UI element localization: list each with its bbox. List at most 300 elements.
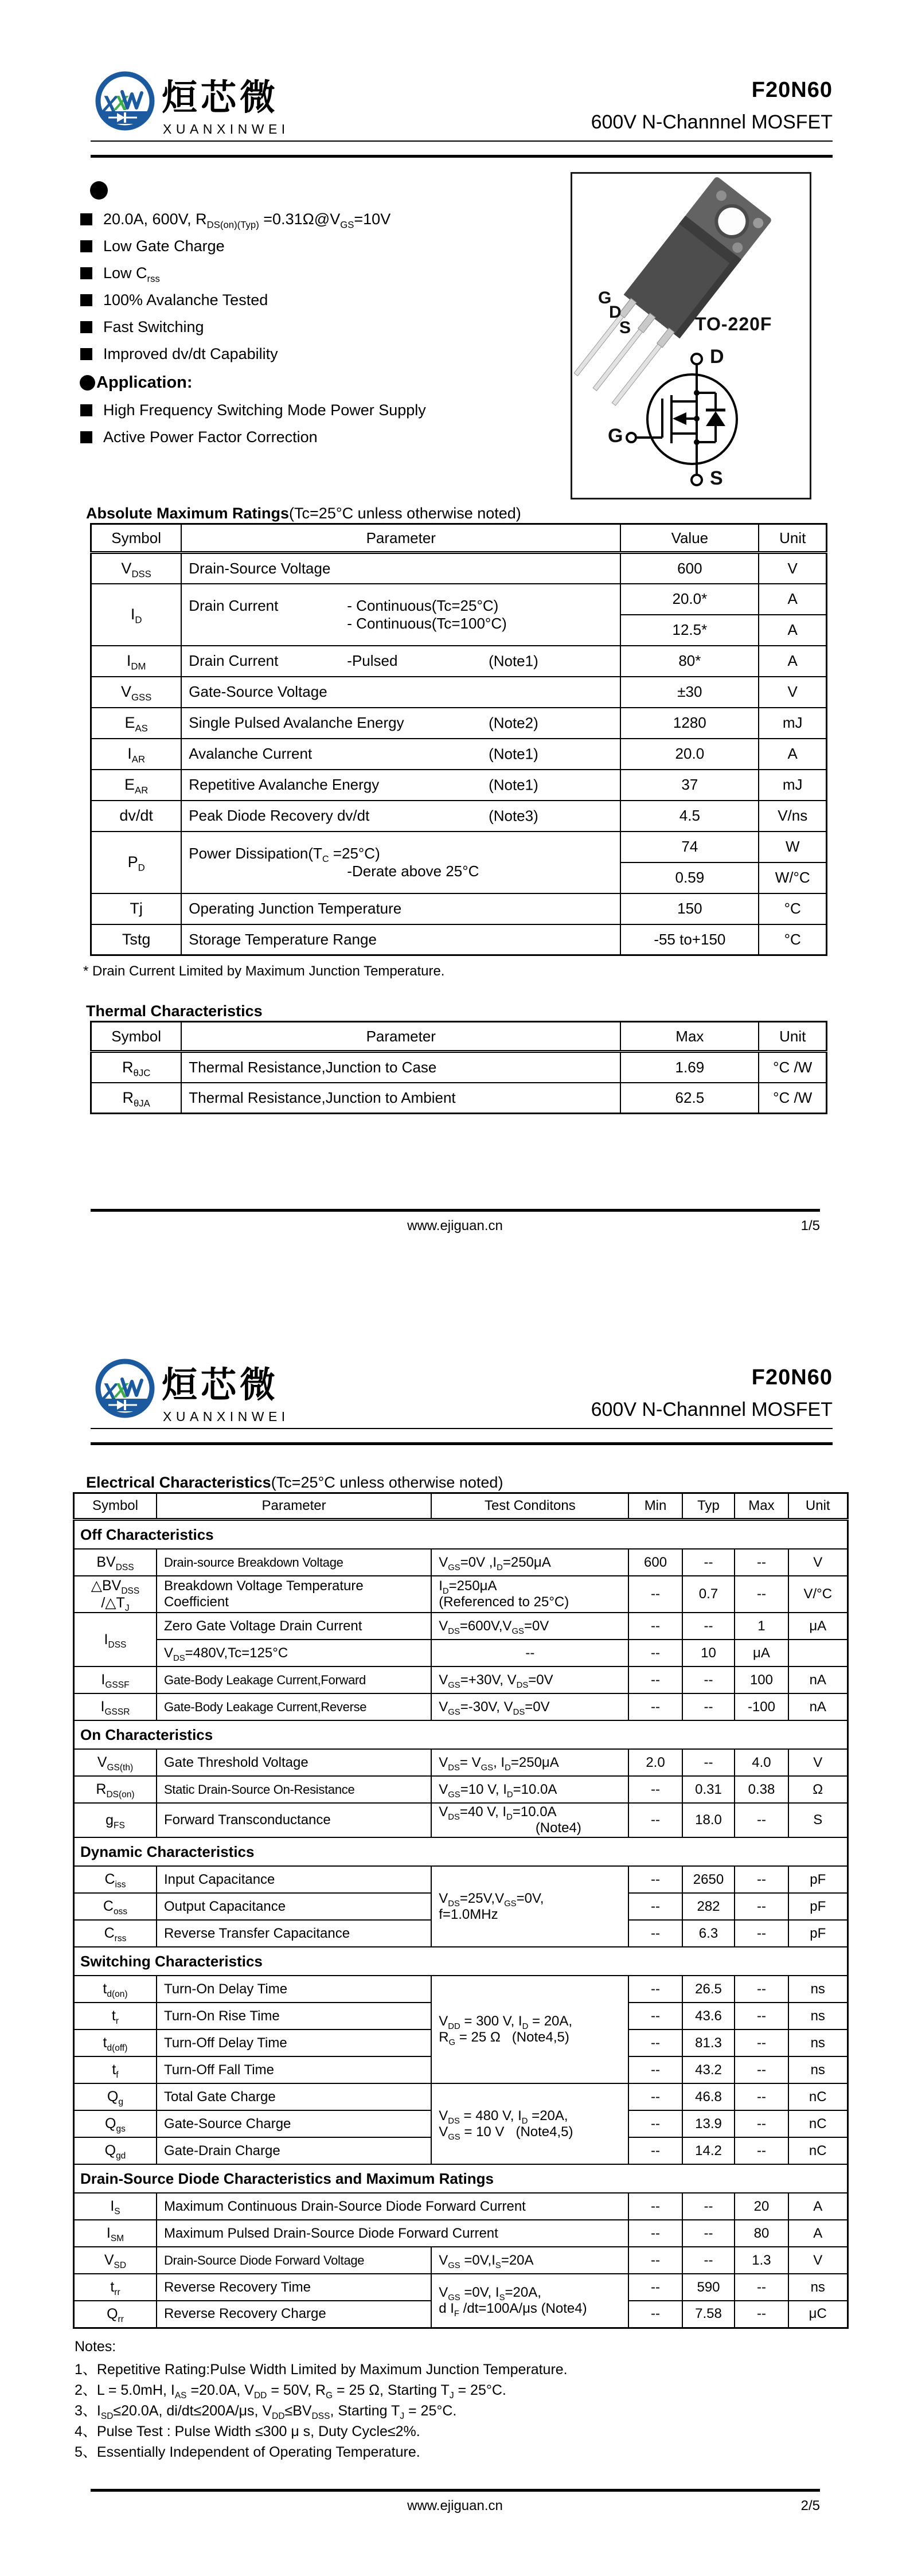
package-pin-label-s: S <box>619 318 631 337</box>
table-cell: nC <box>788 2110 848 2137</box>
table-cell: -- <box>628 1666 682 1693</box>
table-cell: A <box>788 2220 848 2247</box>
column-header: Max <box>735 1493 788 1520</box>
application-item <box>80 428 318 446</box>
footer-rule <box>91 2489 820 2492</box>
table-cell: ns <box>788 2274 848 2301</box>
table-cell: mJ <box>759 708 826 739</box>
square-bullet-icon <box>80 431 92 443</box>
note-item: 2、L = 5.0mH, $I_{AS} =20.0A$, $V_{DD} = 50V$, $R_G = 25$ Ω, Starting $T_J = 25^\circ C$. <box>75 2382 506 2401</box>
table-cell: -- <box>628 1866 682 1893</box>
application-heading <box>80 373 193 392</box>
table-row <box>74 1693 848 1720</box>
table-cell: Drain-Source Diode Forward Voltage <box>157 2247 431 2274</box>
table-cell: Gate-Body Leakage Current,Forward <box>157 1666 431 1693</box>
company-name-en: XUANXINWEI <box>163 122 290 136</box>
header-rule-thick <box>91 1442 833 1445</box>
table-cell: ns <box>788 2056 848 2083</box>
table-cell: Avalanche Current (Note1) <box>181 739 620 770</box>
table-cell: Peak Diode Recovery dv/dt (Note3) <box>181 801 620 832</box>
table-cell: A <box>759 584 826 615</box>
table-cell: Gate-Drain Charge <box>157 2137 431 2164</box>
table-row <box>91 832 827 862</box>
column-header: Symbol <box>74 1493 157 1520</box>
table-cell: -- <box>735 1549 788 1576</box>
logo-mark-icon <box>93 1357 157 1422</box>
table-cell: $E_{AS}$ <box>91 708 182 739</box>
footer-rule <box>91 1209 820 1212</box>
table-row <box>74 1640 848 1666</box>
note-item: 5、Essentially Independent of Operating Temperature. <box>75 2444 420 2460</box>
table-cell: 600 <box>620 553 759 584</box>
table-cell: 26.5 <box>682 1976 735 2003</box>
table-row <box>91 584 827 615</box>
table-row <box>91 553 827 584</box>
table-cell: ±30 <box>620 677 759 708</box>
package-diagram-box <box>571 172 811 499</box>
table-cell: Drain Current -Pulsed (Note1) <box>181 646 620 677</box>
table-cell: -- <box>628 2029 682 2056</box>
table-cell: 2.0 <box>628 1749 682 1776</box>
table-cell: $I_D$ <box>91 584 182 646</box>
table-cell: $I_{DSS}$ <box>74 1613 157 1666</box>
part-description: 600V N-Channnel MOSFET <box>591 111 833 133</box>
part-description: 600V N-Channnel MOSFET <box>591 1399 833 1420</box>
table-cell: Static Drain-Source On-Resistance <box>157 1776 431 1803</box>
amr-title <box>86 505 521 522</box>
table-cell: -- <box>735 2274 788 2301</box>
table-cell: -- <box>682 1693 735 1720</box>
table-cell: V/°C <box>788 1576 848 1613</box>
table-cell: Forward Transconductance <box>157 1803 431 1837</box>
table-cell: Single Pulsed Avalanche Energy (Note2) <box>181 708 620 739</box>
table-row <box>91 801 827 832</box>
table-cell: 20.0 <box>620 739 759 770</box>
table-cell: -- <box>682 1549 735 1576</box>
logo-mark-icon <box>93 70 157 134</box>
table-row <box>74 1776 848 1803</box>
company-logo <box>93 1357 157 1422</box>
table-cell: 46.8 <box>682 2083 735 2110</box>
table-cell: Tj <box>91 893 182 924</box>
table-cell: Drain-Source Voltage <box>181 553 620 584</box>
table-cell: $t_f$ <box>74 2056 157 2083</box>
symbol-label-g: G <box>608 425 623 447</box>
note-item: 3、$I_{SD}\le 20.0A$, di/dt≤200A/μs, $V_{DD}\le BV_{DSS}$, Starting $T_J = 25^\circ C$. <box>75 2403 457 2421</box>
table-cell: °C /W <box>759 1083 826 1114</box>
ec-title-rest: (Tc=25°C unless otherwise noted) <box>271 1474 503 1491</box>
table-cell: 100 <box>735 1666 788 1693</box>
note-item: 4、Pulse Test : Pulse Width ≤300 μ s, Duty Cycle≤2%. <box>75 2423 420 2440</box>
table-cell: $Q_{rr}$ <box>74 2301 157 2328</box>
thermal-characteristics-table <box>90 1021 827 1114</box>
table-cell: Drain Current - Continuous(Tc=25°C) - Continuous(Tc=100°C) <box>181 584 620 646</box>
table-cell: -- <box>735 1576 788 1613</box>
table-cell: $V_{DSS}$ <box>91 553 182 584</box>
package-name-label: TO-220F <box>695 314 772 334</box>
table-cell: °C <box>759 924 826 955</box>
table-cell: $P_D$ <box>91 832 182 893</box>
table-cell: $V_{GS}=10$ V, $I_D=10.0A$ <box>431 1776 628 1803</box>
table-row <box>74 2220 848 2247</box>
table-cell: Thermal Resistance,Junction to Ambient <box>181 1083 620 1114</box>
table-cell: 81.3 <box>682 2029 735 2056</box>
table-cell: 20 <box>735 2193 788 2220</box>
table-cell: -55 to+150 <box>620 924 759 955</box>
table-cell: 74 <box>620 832 759 862</box>
table-cell: 12.5* <box>620 615 759 646</box>
header-rule-thick <box>91 155 833 158</box>
table-cell: -- <box>628 1576 682 1613</box>
table-cell: -- <box>735 1920 788 1947</box>
table-cell: °C /W <box>759 1052 826 1083</box>
table-cell: Zero Gate Voltage Drain Current <box>157 1613 431 1640</box>
table-cell: $t_r$ <box>74 2003 157 2029</box>
section-header: Dynamic Characteristics <box>74 1837 848 1866</box>
column-header: Unit <box>759 1022 826 1052</box>
application-text: High Frequency Switching Mode Power Supply <box>103 401 426 419</box>
table-row <box>74 2083 848 2110</box>
table-cell: -- <box>735 1976 788 2003</box>
table-cell: °C <box>759 893 826 924</box>
table-row <box>91 708 827 739</box>
table-cell: -- <box>628 2110 682 2137</box>
table-cell: Turn-On Rise Time <box>157 2003 431 2029</box>
table-cell: μC <box>788 2301 848 2328</box>
table-cell: Output Capacitance <box>157 1893 431 1920</box>
table-row <box>74 2193 848 2220</box>
feature-item <box>80 210 391 231</box>
column-header: Test Conditons <box>431 1493 628 1520</box>
table-cell: Breakdown Voltage Temperature Coefficient <box>157 1576 431 1613</box>
table-cell: A <box>759 615 826 646</box>
table-cell: $C_{oss}$ <box>74 1893 157 1920</box>
table-row <box>74 1666 848 1693</box>
square-bullet-icon <box>80 213 92 225</box>
feature-item <box>80 291 268 309</box>
table-cell: -- <box>628 1640 682 1666</box>
table-cell: 4.5 <box>620 801 759 832</box>
absolute-maximum-ratings-table <box>90 523 827 956</box>
table-cell: $Q_g$ <box>74 2083 157 2110</box>
table-cell: 80* <box>620 646 759 677</box>
table-cell: 13.9 <box>682 2110 735 2137</box>
table-cell: -- <box>735 1866 788 1893</box>
electrical-characteristics-table <box>73 1492 849 2329</box>
table-cell: 0.7 <box>682 1576 735 1613</box>
table-cell: μA <box>788 1613 848 1640</box>
square-bullet-icon <box>80 240 92 252</box>
table-row <box>74 1613 848 1640</box>
package-pin-label-g: G <box>598 288 612 307</box>
section-header: On Characteristics <box>74 1720 848 1749</box>
table-cell: $V_{DS}=40$ V, $I_D=10.0A$ (Note4) <box>431 1803 628 1837</box>
feature-item <box>80 264 160 282</box>
table-cell: -- <box>682 1613 735 1640</box>
table-cell: -- <box>735 2110 788 2137</box>
table-cell: Maximum Pulsed Drain-Source Diode Forward Current <box>157 2220 629 2247</box>
table-cell: $R_{\theta JC}$ <box>91 1052 182 1083</box>
table-cell: A <box>759 646 826 677</box>
table-cell: $V_{GS}=-30V$, $V_{DS}=0V$ <box>431 1693 628 1720</box>
table-cell: 80 <box>735 2220 788 2247</box>
table-cell: V <box>788 1749 848 1776</box>
table-cell: Thermal Resistance,Junction to Case <box>181 1052 620 1083</box>
table-cell: -- <box>628 1976 682 2003</box>
column-header: Unit <box>788 1493 848 1520</box>
part-number: F20N60 <box>751 78 833 102</box>
table-cell: -- <box>735 2003 788 2029</box>
table-cell: -- <box>628 2193 682 2220</box>
company-logo <box>93 70 157 134</box>
table-cell: 282 <box>682 1893 735 1920</box>
symbol-label-s: S <box>710 467 723 489</box>
table-cell: $t_{d(on)}$ <box>74 1976 157 2003</box>
table-cell: Power $Dissipation(T_C =25^\circ C)$ -Derate above 25°C <box>181 832 620 893</box>
table-cell: -- <box>628 2220 682 2247</box>
table-row <box>74 1803 848 1837</box>
table-cell: 18.0 <box>682 1803 735 1837</box>
table-row <box>74 2247 848 2274</box>
amr-title-rest: (Tc=25°C unless otherwise noted) <box>289 505 521 522</box>
table-cell: Gate-Body Leakage Current,Reverse <box>157 1693 431 1720</box>
table-cell: $BV_{DSS}$ <box>74 1549 157 1576</box>
section-header: Drain-Source Diode Characteristics and Maximum Ratings <box>74 2164 848 2193</box>
table-row <box>74 1947 848 1976</box>
column-header: Parameter <box>181 524 620 553</box>
table-cell: $I_{SM}$ <box>74 2220 157 2247</box>
logo-letter-x1: X <box>101 1378 118 1405</box>
table-cell: Turn-Off Fall Time <box>157 2056 431 2083</box>
part-number: F20N60 <box>751 1365 833 1390</box>
table-row <box>91 739 827 770</box>
table-cell: $V_{DS}= V_{GS}$, $I_D=250\mu A$ <box>431 1749 628 1776</box>
company-name-cn: 烜芯微 <box>162 78 279 118</box>
feature-item <box>80 237 225 255</box>
square-bullet-icon <box>80 321 92 333</box>
symbol-label-d: D <box>710 346 724 368</box>
table-row <box>74 1837 848 1866</box>
table-cell: -- <box>735 2301 788 2328</box>
feature-text: 20.0A, 600V, $R_{DS(on)(Typ)}$ $=0.31\Omega@V_{GS}=10V$ <box>103 210 391 231</box>
table-cell: -- <box>628 2056 682 2083</box>
company-name-en: XUANXINWEI <box>163 1409 290 1424</box>
section-header: Off Characteristics <box>74 1520 848 1549</box>
table-cell: 1.3 <box>735 2247 788 2274</box>
table-cell: $E_{AR}$ <box>91 770 182 801</box>
header-rule-thin <box>91 1428 833 1429</box>
table-cell: $V_{DS}=600V,V_{GS}=0V$ <box>431 1613 628 1640</box>
table-cell: V <box>788 1549 848 1576</box>
table-cell: ns <box>788 2003 848 2029</box>
table-cell: -- <box>682 1666 735 1693</box>
table-cell: $V_{SD}$ <box>74 2247 157 2274</box>
table-cell: $t_{d(off)}$ <box>74 2029 157 2056</box>
table-cell: $V_{GS}=+30V$, $V_{DS}=0V$ <box>431 1666 628 1693</box>
table-cell: Reverse Recovery Time <box>157 2274 431 2301</box>
table-cell: 14.2 <box>682 2137 735 2164</box>
table-cell: $C_{iss}$ <box>74 1866 157 1893</box>
table-cell: μA <box>735 1640 788 1666</box>
square-bullet-icon <box>80 404 92 416</box>
square-bullet-icon <box>80 294 92 306</box>
table-cell: Input Capacitance <box>157 1866 431 1893</box>
feature-item <box>80 345 278 363</box>
table-cell: $V_{DS}=480V,Tc=125^\circ C$ <box>157 1640 431 1666</box>
table-cell: 43.2 <box>682 2056 735 2083</box>
table-cell: 10 <box>682 1640 735 1666</box>
table-cell: Gate Threshold Voltage <box>157 1749 431 1776</box>
table-cell: pF <box>788 1866 848 1893</box>
column-header: Symbol <box>91 524 182 553</box>
table-cell: $V_{GS} =0V$, $I_S=20A$, d $I_F$ /dt=100A/μs (Note4) <box>431 2274 628 2328</box>
column-header: Symbol <box>91 1022 182 1052</box>
feature-item <box>80 318 204 336</box>
table-cell: Operating Junction Temperature <box>181 893 620 924</box>
column-header: Unit <box>759 524 826 553</box>
table-cell: -- <box>735 2083 788 2110</box>
table-row <box>91 893 827 924</box>
table-cell: $V_{DD} = 300$ V, $I_D = 20A$, $R_G = 25$ Ω (Note4,5) <box>431 1976 628 2083</box>
table-cell: 600 <box>628 1549 682 1576</box>
table-cell: $I_{GSSR}$ <box>74 1693 157 1720</box>
thermal-title: Thermal Characteristics <box>86 1002 263 1020</box>
table-cell: dv/dt <box>91 801 182 832</box>
company-name-cn: 烜芯微 <box>162 1365 279 1405</box>
application-label: Application: <box>96 373 193 392</box>
table-cell: Turn-Off Delay Time <box>157 2029 431 2056</box>
table-row <box>91 1052 827 1083</box>
table-cell: $V_{GSS}$ <box>91 677 182 708</box>
table-cell: pF <box>788 1920 848 1947</box>
logo-letter-x1: X <box>101 91 118 118</box>
features-bullet-icon <box>90 181 108 200</box>
table-cell: Repetitive Avalanche Energy (Note1) <box>181 770 620 801</box>
table-cell: -- <box>628 1803 682 1837</box>
amr-title-bold: Absolute Maximum Ratings <box>86 505 290 522</box>
table-cell: 590 <box>682 2274 735 2301</box>
application-item <box>80 401 426 419</box>
table-cell: W <box>759 832 826 862</box>
table-cell: $I_{AR}$ <box>91 739 182 770</box>
note-item: 1、Repetitive Rating:Pulse Width Limited by Maximum Junction Temperature. <box>75 2362 568 2378</box>
table-cell: 1 <box>735 1613 788 1640</box>
table-cell: $V_{GS} =0V,I_S=20A$ <box>431 2247 628 2274</box>
table-cell: Reverse Recovery Charge <box>157 2301 431 2328</box>
application-text: Active Power Factor Correction <box>103 428 318 446</box>
table-cell: $Q_{gs}$ <box>74 2110 157 2137</box>
table-cell: Maximum Continuous Drain-Source Diode Forward Current <box>157 2193 629 2220</box>
table-cell: Ω <box>788 1776 848 1803</box>
table-cell: 43.6 <box>682 2003 735 2029</box>
table-cell: -- <box>628 1776 682 1803</box>
amr-footnote: * Drain Current Limited by Maximum Junction Temperature. <box>83 963 445 979</box>
table-cell: S <box>788 1803 848 1837</box>
table-cell: $\triangle BV_{DSS}$ $/\triangle T_J$ <box>74 1576 157 1613</box>
table-row <box>91 646 827 677</box>
package-pin-label-d: D <box>609 303 622 322</box>
table-cell: pF <box>788 1893 848 1920</box>
table-cell: 0.59 <box>620 862 759 893</box>
table-cell: $Q_{gd}$ <box>74 2137 157 2164</box>
table-cell: -- <box>735 2029 788 2056</box>
table-cell: ns <box>788 1976 848 2003</box>
table-cell: -- <box>628 2083 682 2110</box>
table-cell: -- <box>735 1803 788 1837</box>
feature-text: Low Gate Charge <box>103 237 225 255</box>
column-header: Parameter <box>157 1493 431 1520</box>
table-cell: V <box>788 2247 848 2274</box>
table-cell: -- <box>682 2247 735 2274</box>
table-row <box>74 1520 848 1549</box>
table-cell: 1.69 <box>620 1052 759 1083</box>
table-cell: Gate-Source Voltage <box>181 677 620 708</box>
table-cell: Tstg <box>91 924 182 955</box>
table-cell: -- <box>628 1693 682 1720</box>
table-cell: $g_{FS}$ <box>74 1803 157 1837</box>
table-row <box>91 924 827 955</box>
table-cell: $I_{DM}$ <box>91 646 182 677</box>
logo-letter-x2: X <box>114 91 128 115</box>
table-cell: -- <box>628 2137 682 2164</box>
column-header: Value <box>620 524 759 553</box>
table-cell: nA <box>788 1693 848 1720</box>
table-cell: Reverse Transfer Capacitance <box>157 1920 431 1947</box>
table-cell: 7.58 <box>682 2301 735 2328</box>
table-cell: V <box>759 553 826 584</box>
table-row <box>74 2274 848 2301</box>
table-cell: 6.3 <box>682 1920 735 1947</box>
table-row <box>74 1976 848 2003</box>
table-cell: A <box>788 2193 848 2220</box>
table-cell: ns <box>788 2029 848 2056</box>
table-cell: Turn-On Delay Time <box>157 1976 431 2003</box>
table-cell: 150 <box>620 893 759 924</box>
table-cell: 20.0* <box>620 584 759 615</box>
table-cell: nA <box>788 1666 848 1693</box>
application-bullet-icon <box>80 375 95 391</box>
table-row <box>91 770 827 801</box>
table-cell: Gate-Source Charge <box>157 2110 431 2137</box>
table-cell: V <box>759 677 826 708</box>
table-cell: -- <box>628 2247 682 2274</box>
notes-label: Notes: <box>75 2339 116 2355</box>
footer-page-number: 2/5 <box>800 2498 820 2513</box>
footer-page-number: 1/5 <box>800 1218 820 1234</box>
table-cell: $R_{DS(on)}$ <box>74 1776 157 1803</box>
table-cell: -- <box>628 2301 682 2328</box>
mosfet-symbol-icon <box>627 354 737 485</box>
feature-text: Improved dv/dt Capability <box>103 345 278 362</box>
table-cell: V/ns <box>759 801 826 832</box>
logo-letter-x2: X <box>114 1379 128 1402</box>
table-row <box>74 1576 848 1613</box>
table-row <box>74 1866 848 1893</box>
table-cell: -- <box>431 1640 628 1666</box>
table-cell: A <box>759 739 826 770</box>
table-cell: nC <box>788 2083 848 2110</box>
table-cell: 2650 <box>682 1866 735 1893</box>
table-cell: 37 <box>620 770 759 801</box>
feature-text: Fast Switching <box>103 318 204 335</box>
ec-title <box>86 1474 503 1492</box>
table-cell: -- <box>682 1749 735 1776</box>
square-bullet-icon <box>80 348 92 360</box>
table-cell: -- <box>682 2220 735 2247</box>
table-cell: -- <box>735 1893 788 1920</box>
table-cell: -- <box>628 1893 682 1920</box>
table-cell: -- <box>628 2003 682 2029</box>
